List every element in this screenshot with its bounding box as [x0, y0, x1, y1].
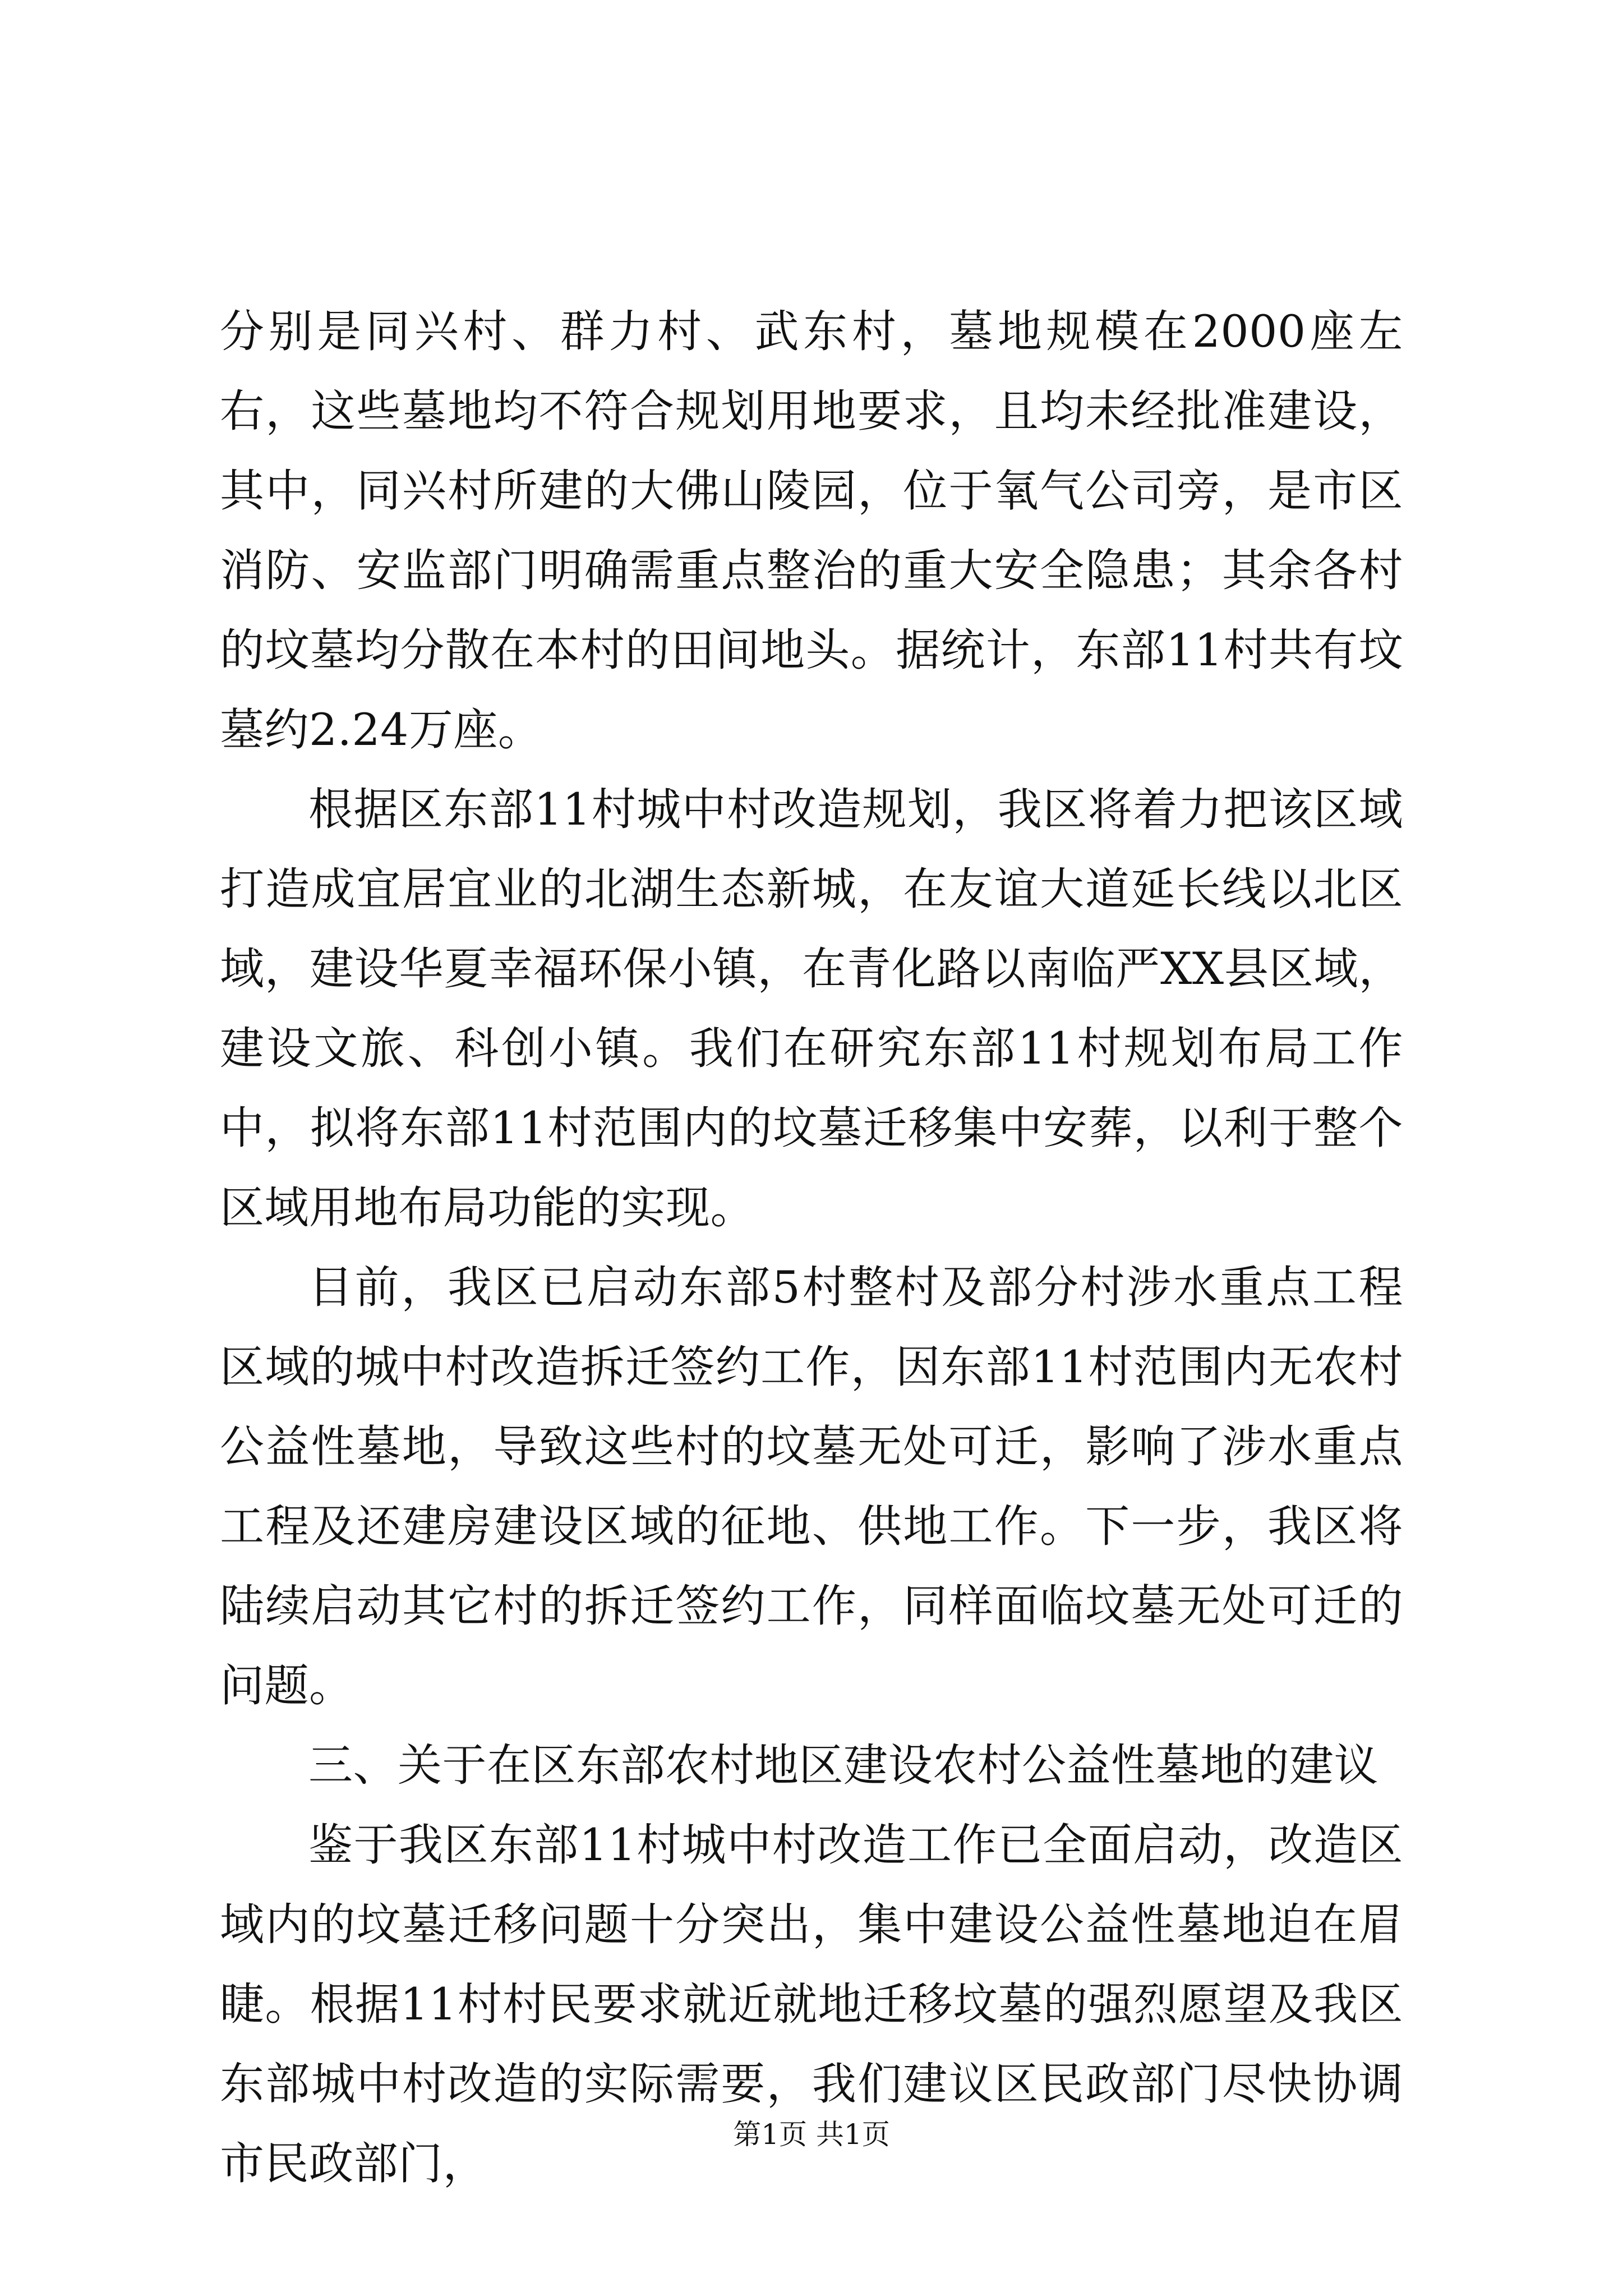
section-heading: 三、关于在区东部农村地区建设农村公益性墓地的建议 — [308, 1740, 1378, 1791]
paragraph-4: 鉴于我区东部11村城中村改造工作已全面启动，改造区域内的坟墓迁移问题十分突出，集中建设公益性墓地迫在眉睫。根据11村村民要求就近就地迁移坟墓的强烈愿望及我区东部城中村改造的实际需要，我们建议区民政部门尽快协调市民政部门， — [220, 1819, 1403, 2189]
page-number-footer: 第1页 共1页 — [733, 2118, 890, 2151]
paragraph-1: 分别是同兴村、群力村、武东村，墓地规模在2000座左右，这些墓地均不符合规划用地要求，且均未经批准建设，其中，同兴村所建的大佛山陵园，位于氧气公司旁，是市区消防、安监部门明确需重点整治的重大安全隐患；其余各村的坟墓均分散在本村的田间地头。据统计，东部11村共有坟墓约2.24万座。 — [220, 306, 1403, 756]
paragraph-2: 根据区东部11村城中村改造规划，我区将着力把该区域打造成宜居宜业的北湖生态新城，在友谊大道延长线以北区域，建设华夏幸福环保小镇，在青化路以南临严XX县区域，建设文旅、科创小镇。我们在研究东部11村规划布局工作中，拟将东部11村范围内的坟墓迁移集中安葬，以利于整个区域用地布局功能的实现。 — [220, 784, 1403, 1234]
paragraph-3: 目前，我区已启动东部5村整村及部分村涉水重点工程区域的城中村改造拆迁签约工作，因东部11村范围内无农村公益性墓地，导致这些村的坟墓无处可迁，影响了涉水重点工程及还建房建设区域的征地、供地工作。下一步，我区将陆续启动其它村的拆迁签约工作，同样面临坟墓无处可迁的问题。 — [220, 1262, 1403, 1711]
document-body — [220, 292, 1403, 2203]
